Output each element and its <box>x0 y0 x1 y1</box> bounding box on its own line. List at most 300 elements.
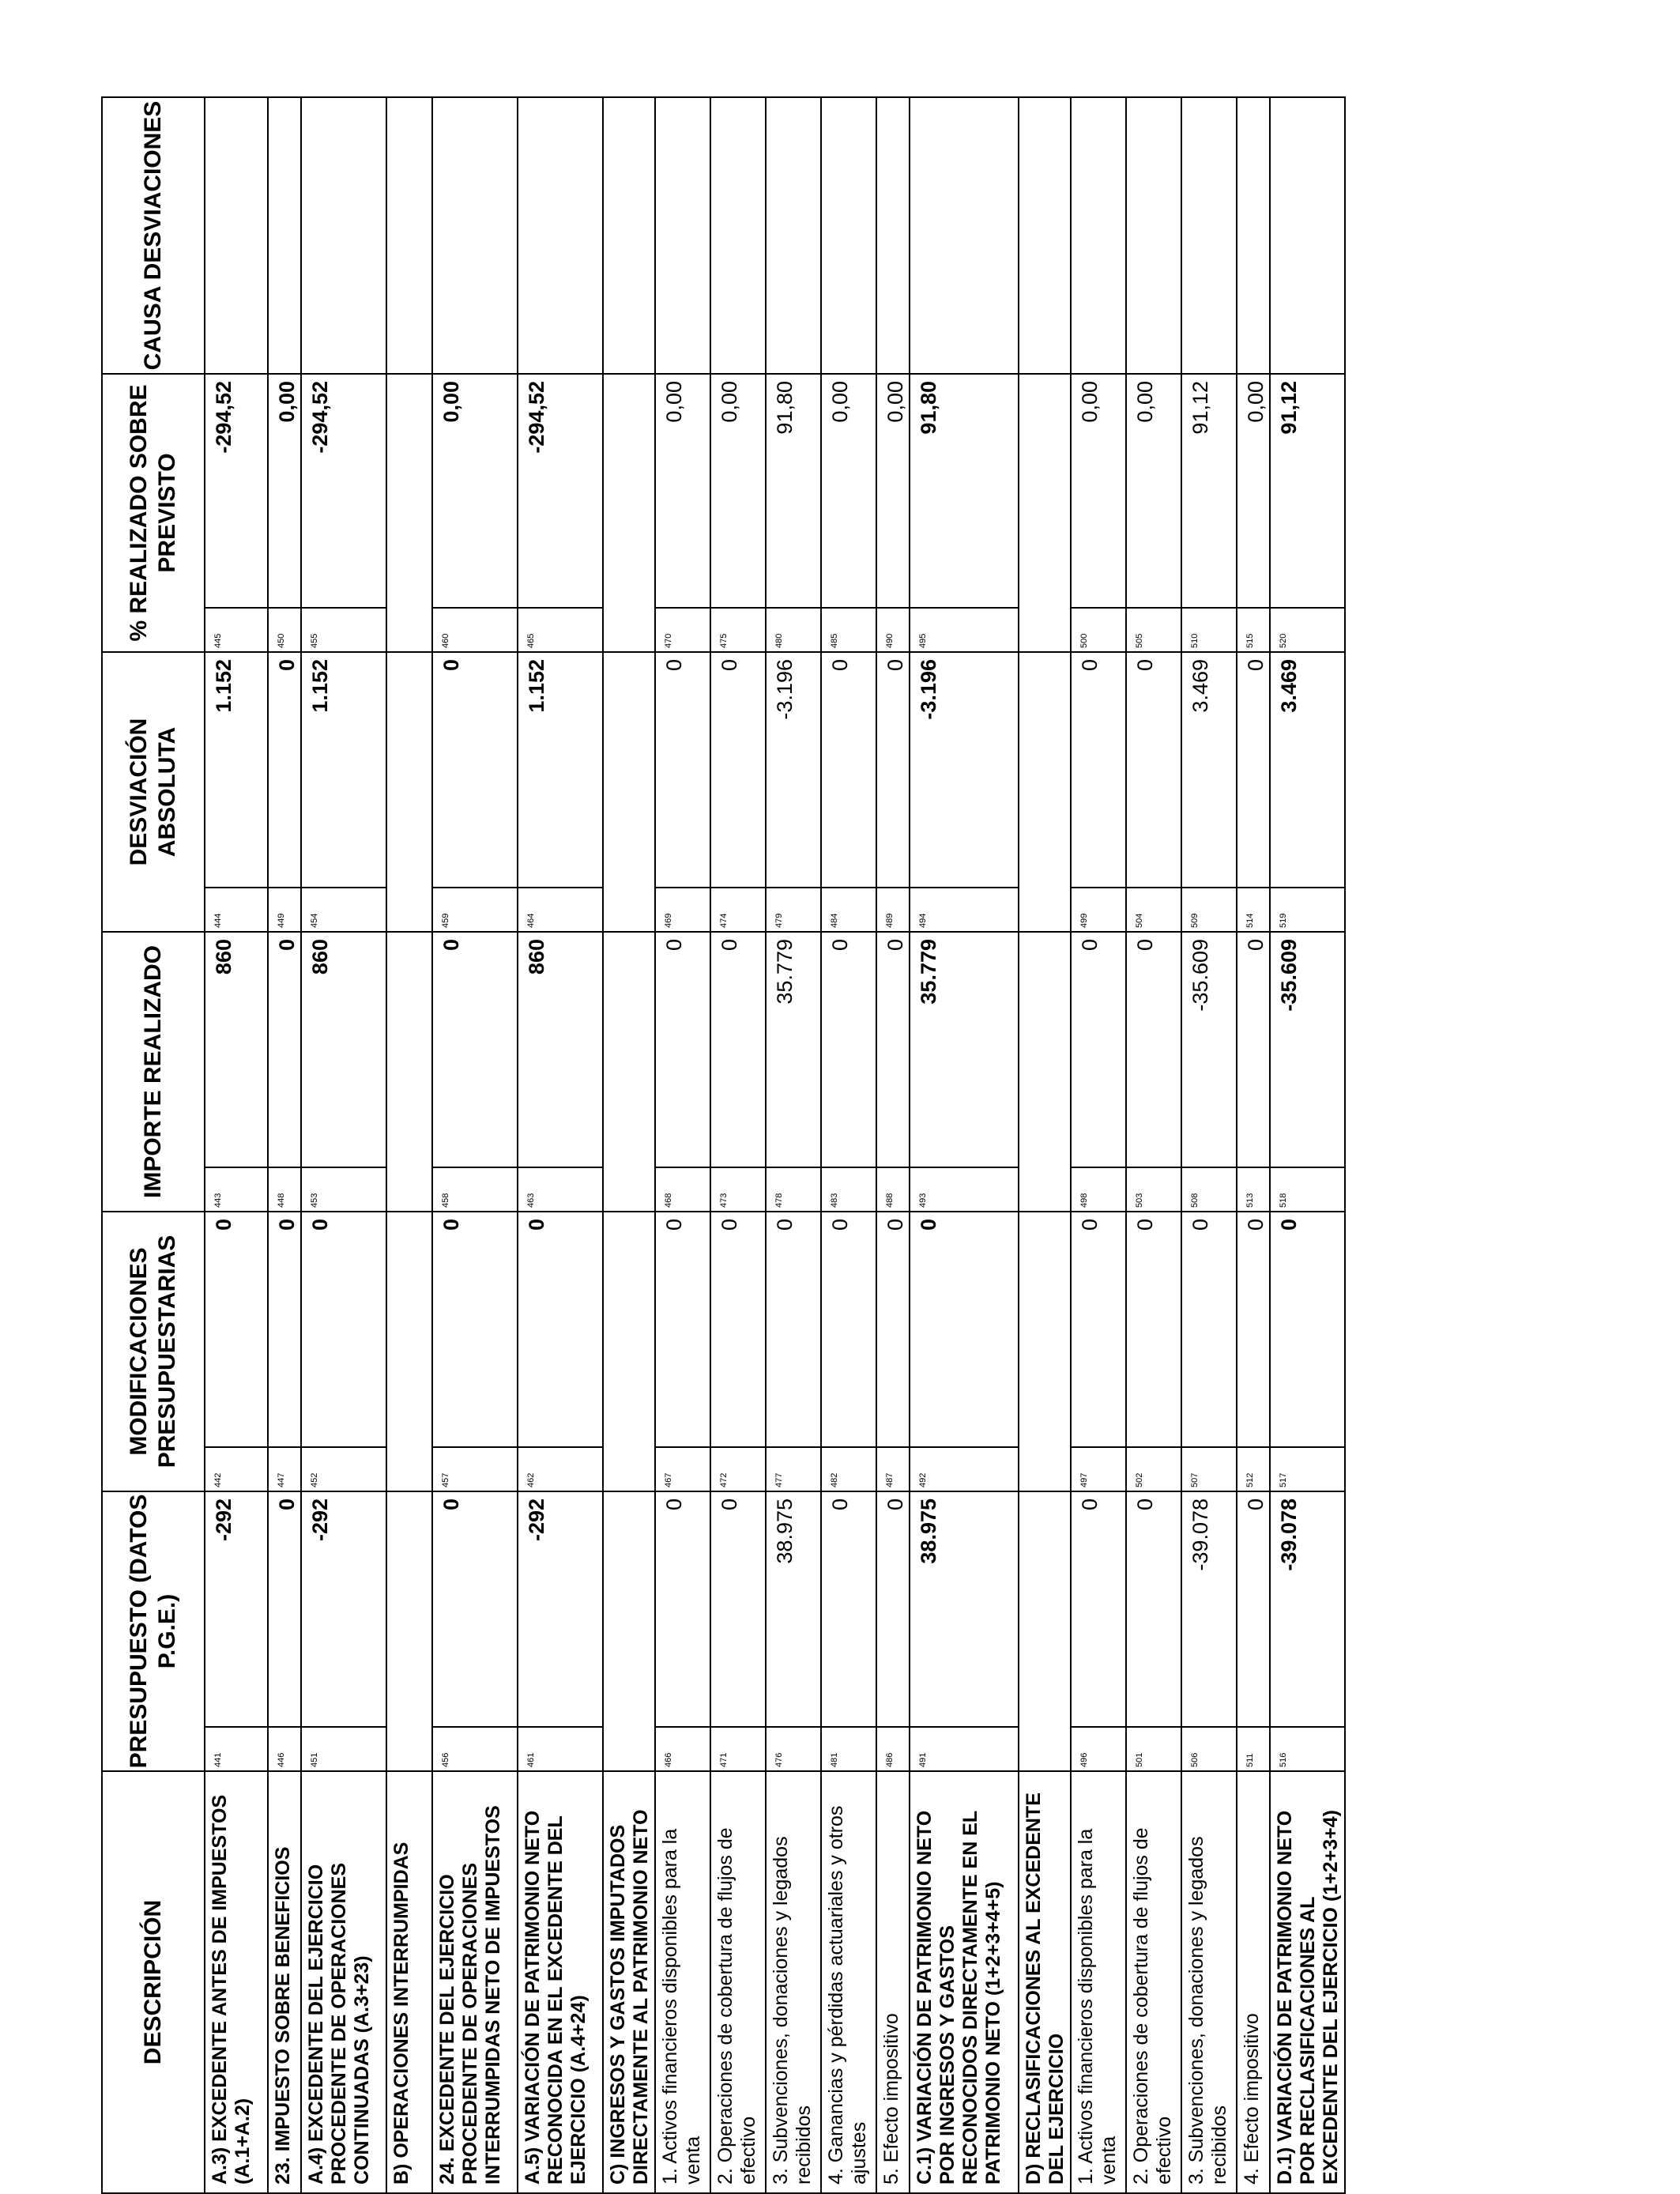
cell-value: 0 <box>439 1219 463 1231</box>
line-code: 473 <box>719 1193 729 1208</box>
cell-presupuesto <box>1181 1491 1237 1771</box>
cell-importe-realizado <box>1237 932 1270 1212</box>
line-code-box <box>1271 607 1344 651</box>
line-code-box <box>1237 1167 1269 1211</box>
line-code-box <box>1271 1446 1344 1491</box>
cell-value: -35.609 <box>1277 939 1301 1012</box>
cell-desviacion-absoluta <box>766 652 821 932</box>
cell-desviacion-absoluta <box>821 652 876 932</box>
row-description: D.1) VARIACIÓN DE PATRIMONIO NETO POR RECLASIFICACIONES AL EXCEDENTE DEL EJERCICIO (1+2+3+4) <box>1270 1771 1345 2193</box>
line-code-box <box>205 607 267 651</box>
cell-presupuesto <box>386 1491 432 1771</box>
cell-causa-desviaciones <box>386 97 432 374</box>
cell-value: 0 <box>718 1498 741 1511</box>
cell-modificaciones <box>766 1212 821 1491</box>
table-row <box>603 97 655 2193</box>
line-code: 493 <box>918 1193 928 1208</box>
cell-value: 0 <box>439 939 463 952</box>
cell-modificaciones <box>268 1212 301 1491</box>
line-code-box <box>1182 607 1236 651</box>
cell-causa-desviaciones <box>205 97 268 374</box>
header-porcentaje-realizado: % REALIZADO SOBRE PREVISTO <box>102 374 205 652</box>
cell-desviacion-absoluta <box>518 652 603 932</box>
cell-presupuesto <box>766 1491 821 1771</box>
cell-value: 0 <box>1244 1219 1268 1231</box>
line-code: 459 <box>441 913 450 928</box>
cell-presupuesto <box>205 1491 268 1771</box>
cell-value: -294,52 <box>212 381 235 454</box>
line-code: 461 <box>526 1752 536 1767</box>
line-code-box <box>205 1726 267 1770</box>
cell-presupuesto <box>876 1491 910 1771</box>
cell-value: 0 <box>718 659 741 672</box>
line-code: 498 <box>1079 1193 1089 1208</box>
cell-importe-realizado <box>386 932 432 1212</box>
line-code-box <box>518 1446 602 1491</box>
line-code: 484 <box>830 913 839 928</box>
line-code-box <box>1271 1726 1344 1770</box>
cell-value: 0 <box>828 659 852 672</box>
header-desviacion-absoluta: DESVIACIÓN ABSOLUTA <box>102 652 205 932</box>
row-description: 2. Operaciones de cobertura de flujos de efectivo <box>1126 1771 1181 2193</box>
line-code-box <box>877 1167 909 1211</box>
line-code-box <box>205 1167 267 1211</box>
line-code: 450 <box>277 633 286 648</box>
table-row <box>710 97 766 2193</box>
cell-value: 38.975 <box>917 1498 940 1564</box>
cell-presupuesto <box>518 1491 603 1771</box>
cell-porcentaje-realizado <box>268 374 301 652</box>
row-description: 2. Operaciones de cobertura de flujos de efectivo <box>710 1771 766 2193</box>
line-code-box <box>656 887 710 931</box>
line-code: 486 <box>885 1752 895 1767</box>
cell-value: 0 <box>275 1219 299 1231</box>
line-code: 507 <box>1190 1472 1200 1487</box>
cell-value: 0 <box>718 1219 741 1231</box>
cell-value: 0 <box>883 659 907 672</box>
cell-importe-realizado <box>1181 932 1237 1212</box>
line-code: 455 <box>310 633 319 648</box>
line-code: 447 <box>277 1472 286 1487</box>
cell-causa-desviaciones <box>1126 97 1181 374</box>
line-code: 489 <box>885 913 895 928</box>
cell-causa-desviaciones <box>766 97 821 374</box>
cell-value: 0 <box>1133 1498 1157 1511</box>
cell-causa-desviaciones <box>655 97 710 374</box>
cell-value: 0,00 <box>1244 381 1268 423</box>
cell-importe-realizado <box>1071 932 1126 1212</box>
cell-value: 0 <box>1244 939 1268 952</box>
line-code-box <box>269 887 300 931</box>
line-code-box <box>910 887 1018 931</box>
cell-desviacion-absoluta <box>432 652 518 932</box>
cell-desviacion-absoluta <box>1019 652 1071 932</box>
line-code: 482 <box>830 1472 839 1487</box>
cell-desviacion-absoluta <box>910 652 1019 932</box>
cell-desviacion-absoluta <box>1237 652 1270 932</box>
line-code: 483 <box>830 1193 839 1208</box>
table-row <box>432 97 518 2193</box>
row-description: A.4) EXCEDENTE DEL EJERCICIO PROCEDENTE DE OPERACIONES CONTINUADAS (A.3+23) <box>301 1771 386 2193</box>
cell-value: 0,00 <box>439 381 463 423</box>
cell-value: 0 <box>883 1498 907 1511</box>
header-causa-desviaciones: CAUSA DESVIACIONES <box>102 97 205 374</box>
line-code: 488 <box>885 1193 895 1208</box>
cell-value: 0 <box>883 1219 907 1231</box>
cell-value: 0 <box>662 939 686 952</box>
cell-value: 0 <box>1244 1498 1268 1511</box>
table-row <box>876 97 910 2193</box>
cell-modificaciones <box>432 1212 518 1491</box>
table-row <box>655 97 710 2193</box>
budget-execution-table <box>101 96 1346 2194</box>
cell-presupuesto <box>1270 1491 1345 1771</box>
line-code: 444 <box>213 913 223 928</box>
cell-presupuesto <box>710 1491 766 1771</box>
cell-value: 0 <box>773 1219 797 1231</box>
line-code-box <box>1127 607 1181 651</box>
row-description: D) RECLASIFICACIONES AL EXCEDENTE DEL EJERCICIO <box>1019 1771 1071 2193</box>
cell-causa-desviaciones <box>301 97 386 374</box>
line-code-box <box>269 607 300 651</box>
line-code-box <box>767 887 820 931</box>
table-row <box>205 97 268 2193</box>
cell-value: -3.196 <box>773 659 797 720</box>
cell-value: 0 <box>662 659 686 672</box>
table-row <box>386 97 432 2193</box>
line-code-box <box>1127 1446 1181 1491</box>
cell-modificaciones <box>1237 1212 1270 1491</box>
line-code-box <box>767 1726 820 1770</box>
line-code-box <box>1237 887 1269 931</box>
cell-value: 0 <box>1078 939 1102 952</box>
cell-value: 0 <box>525 1219 548 1231</box>
line-code: 492 <box>918 1472 928 1487</box>
line-code-box <box>302 1726 386 1770</box>
line-code-box <box>656 1726 710 1770</box>
cell-modificaciones <box>1181 1212 1237 1491</box>
line-code-box <box>1237 1446 1269 1491</box>
cell-value: 38.975 <box>773 1498 797 1564</box>
line-code: 502 <box>1135 1472 1144 1487</box>
cell-value: 0 <box>662 1219 686 1231</box>
cell-importe-realizado <box>603 932 655 1212</box>
line-code: 514 <box>1245 913 1255 928</box>
line-code: 467 <box>664 1472 673 1487</box>
cell-value: 0 <box>1078 1498 1102 1511</box>
cell-modificaciones <box>518 1212 603 1491</box>
cell-value: 0,00 <box>275 381 299 423</box>
line-code-box <box>1271 887 1344 931</box>
line-code-box <box>302 887 386 931</box>
cell-value: 0 <box>1078 659 1102 672</box>
line-code-box <box>1072 1726 1125 1770</box>
line-code: 509 <box>1190 913 1200 928</box>
line-code-box <box>711 1726 765 1770</box>
cell-value: 1.152 <box>308 659 332 713</box>
line-code: 520 <box>1279 633 1288 648</box>
line-code-box <box>518 887 602 931</box>
line-code: 517 <box>1279 1472 1288 1487</box>
line-code-box <box>656 607 710 651</box>
cell-value: 0 <box>275 1498 299 1511</box>
cell-presupuesto <box>1126 1491 1181 1771</box>
cell-modificaciones <box>1019 1212 1071 1491</box>
line-code: 457 <box>441 1472 450 1487</box>
cell-desviacion-absoluta <box>205 652 268 932</box>
line-code-box <box>1182 1726 1236 1770</box>
cell-value: 0,00 <box>718 381 741 423</box>
line-code-box <box>910 1726 1018 1770</box>
cell-modificaciones <box>655 1212 710 1491</box>
cell-value: -292 <box>212 1498 235 1542</box>
line-code-box <box>205 887 267 931</box>
line-code: 453 <box>310 1193 319 1208</box>
line-code: 511 <box>1245 1753 1255 1767</box>
line-code: 465 <box>526 633 536 648</box>
cell-value: 0 <box>212 1219 235 1231</box>
line-code: 508 <box>1190 1193 1200 1208</box>
cell-causa-desviaciones <box>821 97 876 374</box>
cell-presupuesto <box>910 1491 1019 1771</box>
line-code: 515 <box>1245 633 1255 648</box>
cell-importe-realizado <box>518 932 603 1212</box>
cell-porcentaje-realizado <box>603 374 655 652</box>
cell-causa-desviaciones <box>432 97 518 374</box>
line-code: 474 <box>719 913 729 928</box>
cell-value: 0,00 <box>1133 381 1157 423</box>
line-code: 464 <box>526 913 536 928</box>
cell-value: 0,00 <box>1078 381 1102 423</box>
line-code: 499 <box>1079 913 1089 928</box>
line-code: 448 <box>277 1193 286 1208</box>
line-code-box <box>711 887 765 931</box>
cell-porcentaje-realizado <box>518 374 603 652</box>
line-code-box <box>433 887 517 931</box>
table-row <box>1181 97 1237 2193</box>
line-code-box <box>910 607 1018 651</box>
line-code: 503 <box>1135 1193 1144 1208</box>
line-code: 469 <box>664 913 673 928</box>
cell-value: 860 <box>212 939 235 975</box>
cell-modificaciones <box>910 1212 1019 1491</box>
line-code: 458 <box>441 1193 450 1208</box>
cell-importe-realizado <box>876 932 910 1212</box>
line-code-box <box>205 1446 267 1491</box>
cell-modificaciones <box>205 1212 268 1491</box>
cell-importe-realizado <box>655 932 710 1212</box>
line-code: 513 <box>1245 1193 1255 1208</box>
line-code: 479 <box>774 913 784 928</box>
line-code-box <box>1182 1167 1236 1211</box>
cell-value: 1.152 <box>525 659 548 713</box>
line-code-box <box>877 607 909 651</box>
cell-value: 91,80 <box>917 381 940 435</box>
line-code-box <box>822 607 876 651</box>
line-code-box <box>711 1167 765 1211</box>
cell-value: 3.469 <box>1188 659 1212 713</box>
line-code-box <box>656 1446 710 1491</box>
row-description: C.1) VARIACIÓN DE PATRIMONIO NETO POR INGRESOS Y GASTOS RECONOCIDOS DIRECTAMENTE EN EL PATRIMONIO NETO (1+2+3+4+5) <box>910 1771 1019 2193</box>
line-code: 504 <box>1135 913 1144 928</box>
line-code: 475 <box>719 633 729 648</box>
cell-modificaciones <box>1071 1212 1126 1491</box>
cell-value: 0 <box>1133 939 1157 952</box>
table-row <box>1071 97 1126 2193</box>
line-code-box <box>877 887 909 931</box>
cell-importe-realizado <box>821 932 876 1212</box>
line-code-box <box>711 1446 765 1491</box>
row-description: 1. Activos financieros disponibles para la venta <box>655 1771 710 2193</box>
table-row <box>821 97 876 2193</box>
cell-desviacion-absoluta <box>876 652 910 932</box>
cell-importe-realizado <box>766 932 821 1212</box>
line-code: 516 <box>1279 1752 1288 1767</box>
cell-porcentaje-realizado <box>710 374 766 652</box>
line-code: 451 <box>310 1752 319 1767</box>
line-code-box <box>877 1726 909 1770</box>
cell-desviacion-absoluta <box>1126 652 1181 932</box>
cell-presupuesto <box>268 1491 301 1771</box>
table-body <box>205 97 1345 2193</box>
line-code: 445 <box>213 633 223 648</box>
cell-value: 0 <box>1188 1219 1212 1231</box>
line-code-box <box>302 607 386 651</box>
table-row <box>518 97 603 2193</box>
cell-importe-realizado <box>1019 932 1071 1212</box>
line-code: 505 <box>1135 633 1144 648</box>
table-row <box>766 97 821 2193</box>
cell-desviacion-absoluta <box>1181 652 1237 932</box>
cell-desviacion-absoluta <box>710 652 766 932</box>
line-code: 506 <box>1190 1752 1200 1767</box>
line-code: 462 <box>526 1472 536 1487</box>
cell-value: 0 <box>828 939 852 952</box>
cell-desviacion-absoluta <box>386 652 432 932</box>
line-code: 471 <box>719 1752 729 1767</box>
cell-causa-desviaciones <box>518 97 603 374</box>
line-code: 452 <box>310 1472 319 1487</box>
row-description: 1. Activos financieros disponibles para la venta <box>1071 1771 1126 2193</box>
line-code: 512 <box>1245 1472 1255 1487</box>
cell-importe-realizado <box>710 932 766 1212</box>
table-row <box>910 97 1019 2193</box>
cell-importe-realizado <box>1270 932 1345 1212</box>
table-row <box>1237 97 1270 2193</box>
row-description: C) INGRESOS Y GASTOS IMPUTADOS DIRECTAMENTE AL PATRIMONIO NETO <box>603 1771 655 2193</box>
cell-causa-desviaciones <box>910 97 1019 374</box>
cell-importe-realizado <box>268 932 301 1212</box>
line-code-box <box>910 1167 1018 1211</box>
header-importe-realizado: IMPORTE REALIZADO <box>102 932 205 1212</box>
line-code: 485 <box>830 633 839 648</box>
line-code: 491 <box>918 1752 928 1767</box>
line-code: 466 <box>664 1752 673 1767</box>
cell-value: 0 <box>439 659 463 672</box>
cell-value: 0,00 <box>662 381 686 423</box>
cell-presupuesto <box>603 1491 655 1771</box>
line-code: 481 <box>830 1752 839 1767</box>
line-code: 519 <box>1279 913 1288 928</box>
cell-porcentaje-realizado <box>821 374 876 652</box>
line-code-box <box>433 1446 517 1491</box>
cell-causa-desviaciones <box>710 97 766 374</box>
line-code: 477 <box>774 1472 784 1487</box>
cell-presupuesto <box>655 1491 710 1771</box>
cell-value: 860 <box>308 939 332 975</box>
cell-desviacion-absoluta <box>268 652 301 932</box>
cell-value: 3.469 <box>1277 659 1301 713</box>
cell-porcentaje-realizado <box>1126 374 1181 652</box>
line-code: 442 <box>213 1472 223 1487</box>
line-code-box <box>1127 1167 1181 1211</box>
cell-value: 0 <box>883 939 907 952</box>
cell-causa-desviaciones <box>876 97 910 374</box>
row-description: A.5) VARIACIÓN DE PATRIMONIO NETO RECONOCIDA EN EL EXCEDENTE DEL EJERCICIO (A.4+24) <box>518 1771 603 2193</box>
line-code: 472 <box>719 1472 729 1487</box>
line-code-box <box>1072 607 1125 651</box>
cell-causa-desviaciones <box>1071 97 1126 374</box>
table-row <box>301 97 386 2193</box>
cell-importe-realizado <box>301 932 386 1212</box>
line-code: 463 <box>526 1193 536 1208</box>
cell-value: 91,80 <box>773 381 797 435</box>
line-code-box <box>433 1167 517 1211</box>
line-code: 494 <box>918 913 928 928</box>
header-row <box>102 97 205 2193</box>
cell-causa-desviaciones <box>268 97 301 374</box>
line-code-box <box>518 1726 602 1770</box>
cell-modificaciones <box>603 1212 655 1491</box>
header-modificaciones: MODIFICACIONES PRESUPUESTARIAS <box>102 1212 205 1491</box>
cell-modificaciones <box>1126 1212 1181 1491</box>
cell-value: 0 <box>828 1498 852 1511</box>
cell-porcentaje-realizado <box>1237 374 1270 652</box>
cell-porcentaje-realizado <box>876 374 910 652</box>
line-code: 476 <box>774 1752 784 1767</box>
cell-causa-desviaciones <box>1270 97 1345 374</box>
row-description: 23. IMPUESTO SOBRE BENEFICIOS <box>268 1771 301 2193</box>
cell-value: 0 <box>662 1498 686 1511</box>
cell-value: 860 <box>525 939 548 975</box>
line-code: 480 <box>774 633 784 648</box>
line-code-box <box>269 1167 300 1211</box>
cell-value: 91,12 <box>1277 381 1301 435</box>
cell-value: 0 <box>1133 659 1157 672</box>
line-code-box <box>269 1726 300 1770</box>
line-code-box <box>1127 1726 1181 1770</box>
row-description: 4. Ganancias y pérdidas actuariales y otros ajustes <box>821 1771 876 2193</box>
cell-importe-realizado <box>432 932 518 1212</box>
cell-value: 0,00 <box>883 381 907 423</box>
line-code-box <box>1182 1446 1236 1491</box>
cell-value: -39.078 <box>1188 1498 1212 1571</box>
cell-modificaciones <box>301 1212 386 1491</box>
cell-value: 0 <box>1244 659 1268 672</box>
cell-value: 0 <box>1133 1219 1157 1231</box>
line-code-box <box>302 1167 386 1211</box>
line-code: 454 <box>310 913 319 928</box>
cell-value: -294,52 <box>525 381 548 454</box>
row-description: A.3) EXCEDENTE ANTES DE IMPUESTOS (A.1+A.2) <box>205 1771 268 2193</box>
header-descripcion: DESCRIPCIÓN <box>102 1771 205 2193</box>
line-code-box <box>767 1167 820 1211</box>
cell-porcentaje-realizado <box>1270 374 1345 652</box>
line-code-box <box>767 607 820 651</box>
cell-causa-desviaciones <box>603 97 655 374</box>
line-code: 468 <box>664 1193 673 1208</box>
line-code-box <box>1237 1726 1269 1770</box>
